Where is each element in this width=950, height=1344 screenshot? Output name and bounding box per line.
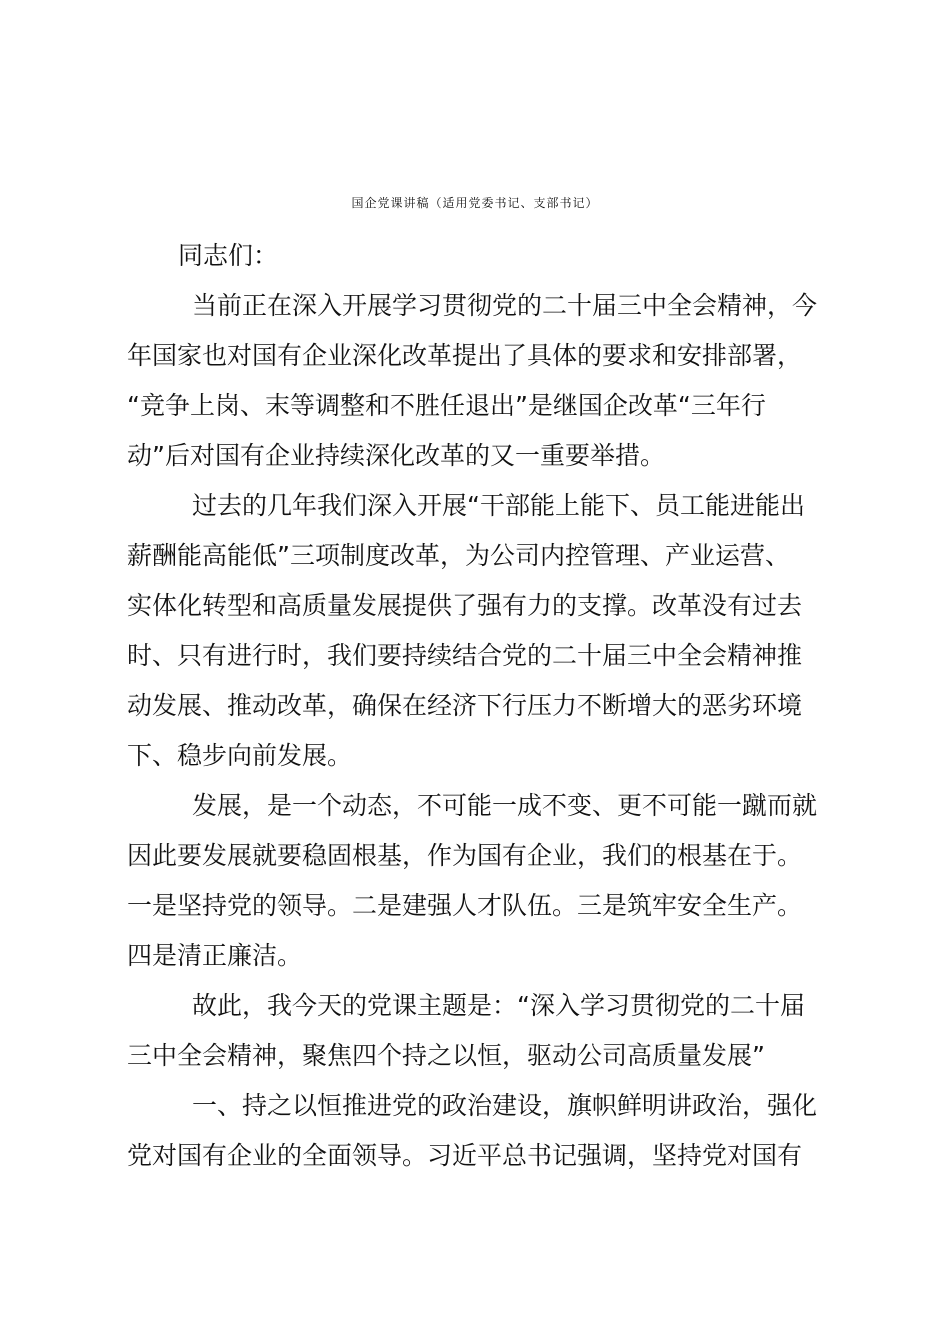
paragraph-1-line-4: 动”后对国有企业持续深化改革的又一重要举措。 — [127, 441, 665, 470]
paragraph-4-line-2: 三中全会精神，聚焦四个持之以恒，驱动公司高质量发展” — [127, 1041, 765, 1070]
paragraph-3-line-4: 四是清正廉洁。 — [127, 941, 303, 970]
paragraph-3-line-1: 发展，是一个动态，不可能一成不变、更不可能一蹴而就 — [192, 791, 818, 820]
paragraph-1-line-3: “竞争上岗、末等调整和不胜任退出”是继国企改革“三年行 — [127, 391, 766, 420]
paragraph-2-line-3: 实体化转型和高质量发展提供了强有力的支撑。改革没有过去 — [127, 591, 803, 620]
paragraph-2-line-1: 过去的几年我们深入开展“干部能上能下、员工能进能出 — [192, 491, 805, 520]
paragraph-4-line-1: 故此，我今天的党课主题是：“深入学习贯彻党的二十届 — [192, 991, 805, 1020]
paragraph-2-line-6: 下、稳步向前发展。 — [127, 741, 353, 770]
greeting: 同志们： — [178, 241, 279, 270]
paragraph-2-line-2: 薪酬能高能低”三项制度改革，为公司内控管理、产业运营、 — [127, 541, 790, 570]
paragraph-3-line-3: 一是坚持党的领导。二是建强人才队伍。三是筑牢安全生产。 — [127, 891, 803, 920]
paragraph-2-line-4: 时、只有进行时，我们要持续结合党的二十届三中全会精神推 — [127, 641, 803, 670]
paragraph-5-line-2: 党对国有企业的全面领导。习近平总书记强调，坚持党对国有 — [127, 1141, 803, 1170]
paragraph-5-line-1: 一、持之以恒推进党的政治建设，旗帜鲜明讲政治，强化 — [192, 1091, 818, 1120]
paragraph-2-line-5: 动发展、推动改革，确保在经济下行压力不断增大的恶劣环境 — [127, 691, 803, 720]
paragraph-3-line-2: 因此要发展就要稳固根基，作为国有企业，我们的根基在于。 — [127, 841, 803, 870]
paragraph-1-line-1: 当前正在深入开展学习贯彻党的二十届三中全会精神，今 — [192, 291, 818, 320]
document-title: 国企党课讲稿（适用党委书记、支部书记） — [351, 196, 599, 210]
paragraph-1-line-2: 年国家也对国有企业深化改革提出了具体的要求和安排部署， — [127, 341, 803, 370]
